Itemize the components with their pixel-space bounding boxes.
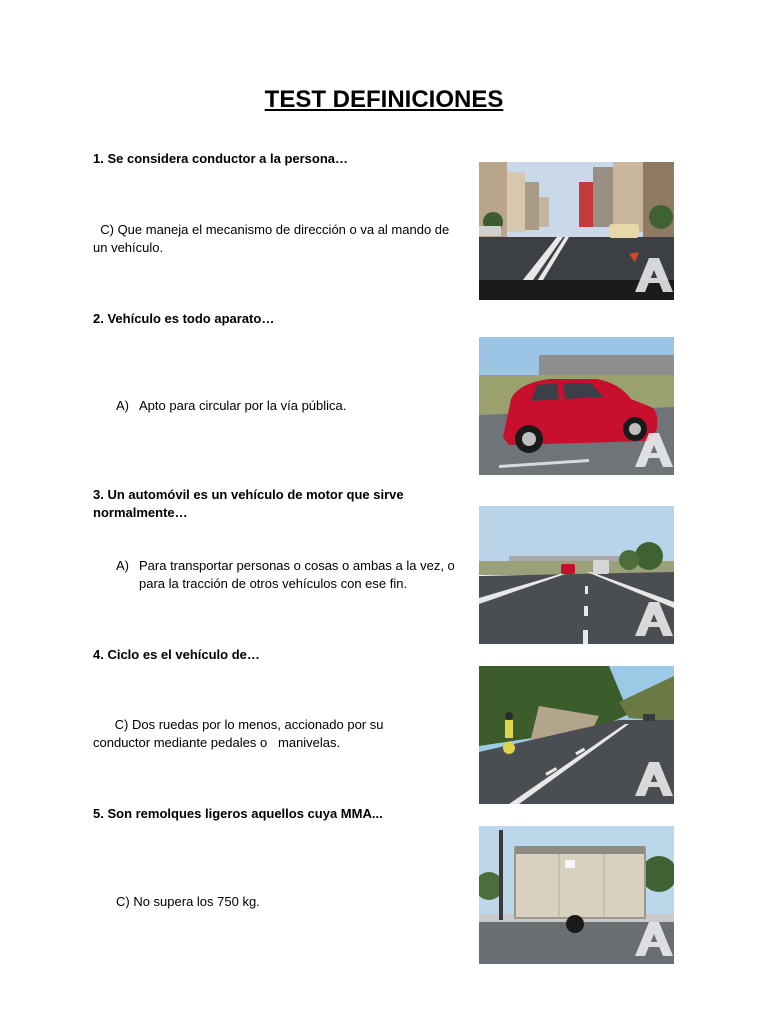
city-street-photo xyxy=(479,162,674,300)
red-car-photo xyxy=(479,337,674,475)
answer-3 xyxy=(116,557,459,592)
trailer-photo xyxy=(479,826,674,964)
answer-2-text: Apto para circular por la vía pública. xyxy=(139,398,347,413)
answer-4: C) Dos ruedas por lo menos, accionado por su conductor mediante pedales o manivelas. xyxy=(93,717,388,750)
cyclist-road-photo xyxy=(479,666,674,804)
question-3: 3. Un automóvil es un vehículo de motor que sirve normalmente… xyxy=(93,487,404,520)
answer-5: C) No supera los 750 kg. xyxy=(116,894,260,909)
answer-2 xyxy=(116,397,479,415)
page-title: TEST DEFINICIONES xyxy=(264,86,504,113)
answer-3-letter: A) xyxy=(116,558,129,573)
answer-2-letter: A) xyxy=(116,398,129,413)
answer-1: C) Que maneja el mecanismo de dirección o va al mando de un vehículo. xyxy=(93,222,453,255)
highway-photo xyxy=(479,506,674,644)
question-2: 2. Vehículo es todo aparato… xyxy=(93,311,275,326)
question-4: 4. Ciclo es el vehículo de… xyxy=(93,647,260,662)
question-5: 5. Son remolques ligeros aquellos cuya MMA... xyxy=(93,806,383,821)
answer-3-text: Para transportar personas o cosas o ambas a la vez, o para la tracción de otros vehículos con ese fin. xyxy=(139,558,455,591)
question-1: 1. Se considera conductor a la persona… xyxy=(93,151,349,166)
